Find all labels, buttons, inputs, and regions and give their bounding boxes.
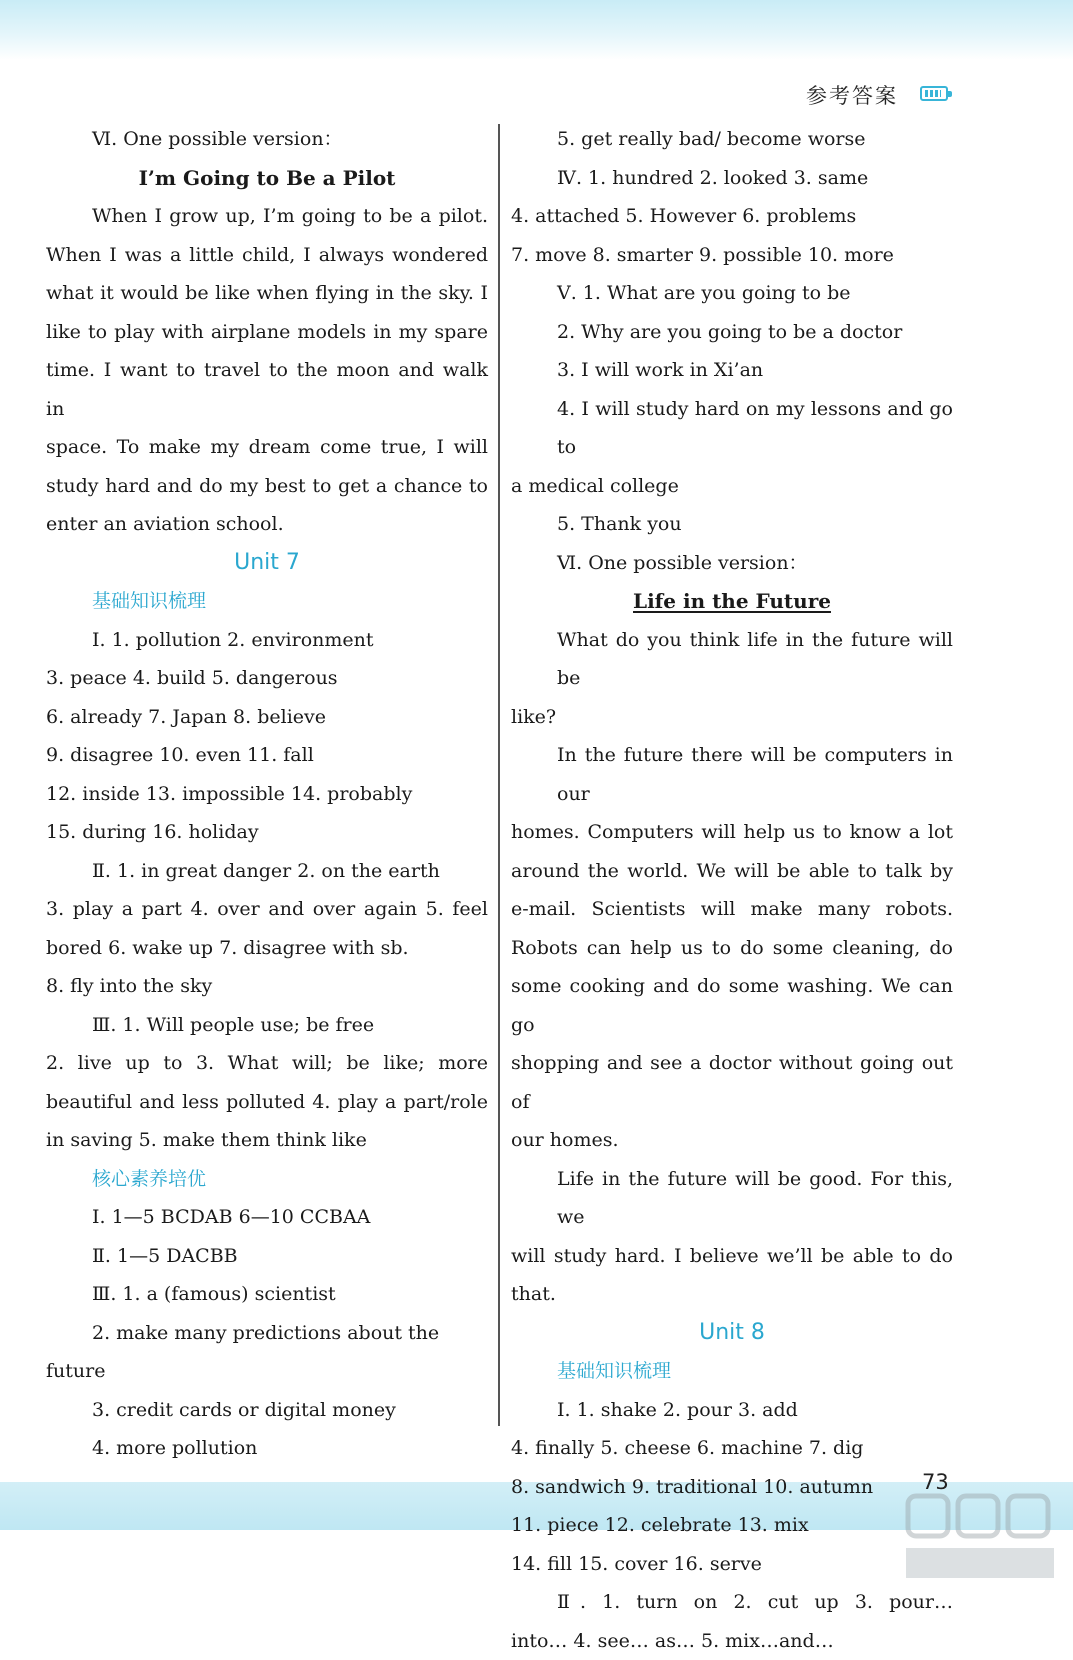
right-line: homes. Computers will help us to know a lot — [511, 813, 953, 852]
left-line: 2. live up to 3. What will; be like; more — [46, 1044, 488, 1083]
right-line: some cooking and do some washing. We can go — [511, 967, 953, 1044]
column-divider — [498, 124, 500, 1426]
right-line: Robots can help us to do some cleaning, do — [511, 929, 953, 968]
section-heading: 基础知识梳理 — [511, 1352, 953, 1391]
watermark-logo-icon — [900, 1488, 1060, 1588]
right-line: like? — [511, 698, 953, 737]
right-line: 2. Why are you going to be a doctor — [511, 313, 953, 352]
left-line: 12. inside 13. impossible 14. probably — [46, 775, 488, 814]
right-line: What do you think life in the future will be — [511, 621, 953, 698]
right-line: e-mail. Scientists will make many robots. — [511, 890, 953, 929]
right-line: In the future there will be computers in our — [511, 736, 953, 813]
right-line: Ⅵ. One possible version： — [511, 544, 953, 583]
essay-title: I’m Going to Be a Pilot — [46, 159, 488, 198]
left-line: 2. make many predictions about the — [46, 1314, 488, 1353]
right-line: Ⅱ. 1. turn on 2. cut up 3. pour… — [511, 1583, 953, 1622]
left-line: 9. disagree 10. even 11. fall — [46, 736, 488, 775]
left-line: 3. peace 4. build 5. dangerous — [46, 659, 488, 698]
left-line: When I grow up, I’m going to be a pilot. — [46, 197, 488, 236]
right-line: 4. finally 5. cheese 6. machine 7. dig — [511, 1429, 953, 1468]
left-line: time. I want to travel to the moon and walk in — [46, 351, 488, 428]
right-line: 8. sandwich 9. traditional 10. autumn — [511, 1468, 953, 1507]
right-line: 5. get really bad/ become worse — [511, 120, 953, 159]
unit-heading: Unit 7 — [46, 544, 488, 583]
right-line: that. — [511, 1275, 953, 1314]
right-line: 3. I will work in Xi’an — [511, 351, 953, 390]
right-line: around the world. We will be able to talk by — [511, 852, 953, 891]
top-band — [0, 0, 1073, 60]
right-line: shopping and see a doctor without going out of — [511, 1044, 953, 1121]
left-line: enter an aviation school. — [46, 505, 488, 544]
right-line: our homes. — [511, 1121, 953, 1160]
left-line: what it would be like when flying in the sky. I — [46, 274, 488, 313]
left-line: like to play with airplane models in my spare — [46, 313, 488, 352]
right-line: 7. move 8. smarter 9. possible 10. more — [511, 236, 953, 275]
left-line: Ⅱ. 1—5 DACBB — [46, 1237, 488, 1276]
left-line: bored 6. wake up 7. disagree with sb. — [46, 929, 488, 968]
left-column — [46, 120, 488, 1468]
left-line: 3. play a part 4. over and over again 5. feel — [46, 890, 488, 929]
left-line: Ⅰ. 1—5 BCDAB 6—10 CCBAA — [46, 1198, 488, 1237]
left-line: When I was a little child, I always wondered — [46, 236, 488, 275]
left-line: future — [46, 1352, 488, 1391]
left-line: in saving 5. make them think like — [46, 1121, 488, 1160]
left-line: space. To make my dream come true, I will — [46, 428, 488, 467]
right-line: Ⅳ. 1. hundred 2. looked 3. same — [511, 159, 953, 198]
right-line: Ⅴ. 1. What are you going to be — [511, 274, 953, 313]
left-line: study hard and do my best to get a chance to — [46, 467, 488, 506]
left-line: 8. fly into the sky — [46, 967, 488, 1006]
unit-heading: Unit 8 — [511, 1314, 953, 1353]
right-line: 14. fill 15. cover 16. serve — [511, 1545, 953, 1584]
left-line: 4. more pollution — [46, 1429, 488, 1468]
right-line: Ⅰ. 1. shake 2. pour 3. add — [511, 1391, 953, 1430]
right-column — [511, 120, 953, 1660]
left-line: Ⅲ. 1. Will people use; be free — [46, 1006, 488, 1045]
section-heading: 基础知识梳理 — [46, 582, 488, 621]
left-line: 15. during 16. holiday — [46, 813, 488, 852]
right-line: 4. I will study hard on my lessons and go to — [511, 390, 953, 467]
left-line: Ⅵ. One possible version： — [46, 120, 488, 159]
right-line: a medical college — [511, 467, 953, 506]
essay-title: Life in the Future — [511, 582, 953, 621]
right-line: Life in the future will be good. For this, we — [511, 1160, 953, 1237]
page-number: 73 — [922, 1470, 949, 1494]
right-line: 11. piece 12. celebrate 13. mix — [511, 1506, 953, 1545]
header-label: 参考答案 — [806, 80, 898, 110]
right-line: into… 4. see… as… 5. mix…and… — [511, 1622, 953, 1660]
left-line: Ⅲ. 1. a (famous) scientist — [46, 1275, 488, 1314]
right-line: will study hard. I believe we’ll be able to do — [511, 1237, 953, 1276]
right-line: 5. Thank you — [511, 505, 953, 544]
battery-icon — [920, 86, 948, 101]
left-line: Ⅱ. 1. in great danger 2. on the earth — [46, 852, 488, 891]
left-line: Ⅰ. 1. pollution 2. environment — [46, 621, 488, 660]
right-line: 4. attached 5. However 6. problems — [511, 197, 953, 236]
left-line: 6. already 7. Japan 8. believe — [46, 698, 488, 737]
left-line: 3. credit cards or digital money — [46, 1391, 488, 1430]
left-line: beautiful and less polluted 4. play a part/role — [46, 1083, 488, 1122]
section-heading: 核心素养培优 — [46, 1160, 488, 1199]
